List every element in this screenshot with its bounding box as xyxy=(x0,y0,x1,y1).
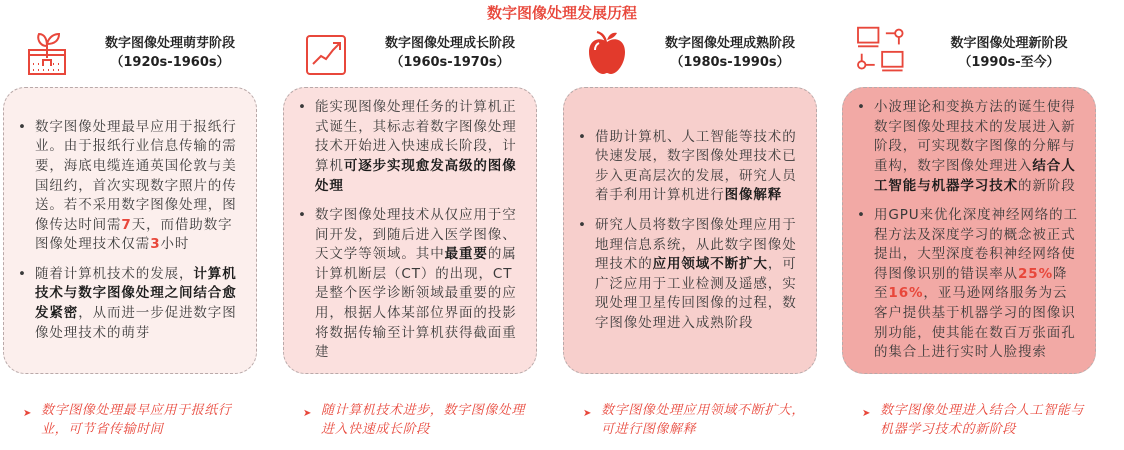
bold-text: 结合人工智能与机器学习技术 xyxy=(874,157,1076,194)
stage-summary xyxy=(303,401,531,439)
growth-chart-icon xyxy=(305,28,349,76)
text-segment: 能实现图像处理任务的计算机正式诞生，其标志着数字图像处理技术开始进入快速成长阶段，计算机 xyxy=(315,99,517,174)
stage-header xyxy=(563,22,821,82)
highlight-number: 7 xyxy=(121,216,132,233)
stage-heading xyxy=(635,34,825,72)
network-computers-icon xyxy=(856,24,900,72)
text-segment: 数字图像处理技术从仅应用于空间开发，到随后进入医学图像、天文学等领域。其中 xyxy=(315,207,517,263)
bullet-item xyxy=(296,206,520,363)
stage-heading xyxy=(355,34,545,72)
stage-name: 数字图像处理成长阶段 xyxy=(384,36,515,51)
text-segment: 随着计算机技术的发展， xyxy=(35,265,194,282)
text-segment: 小时 xyxy=(160,236,190,253)
bullet-item xyxy=(16,118,240,255)
bold-text: 计算机技术与数字图像处理之间结合愈发紧密 xyxy=(35,265,237,322)
stage-summary xyxy=(862,401,1090,439)
stage-period: （1980s-1990s） xyxy=(670,55,790,70)
bold-text: 图像解释 xyxy=(724,187,783,204)
stage-period: （1920s-1960s） xyxy=(110,55,230,70)
stage-description-box xyxy=(563,87,817,374)
page-title: 数字图像处理发展历程 xyxy=(486,4,637,22)
sprout-icon xyxy=(25,28,69,76)
arrow-icon: ➤ xyxy=(583,408,592,419)
stage-name: 数字图像处理新阶段 xyxy=(950,36,1068,51)
bullet-item xyxy=(855,98,1079,196)
text-segment: 的属计算机断层（CT）的出现，CT是整个医学诊断领域最重要的应用，根据人体某部位界面的投影将数据传输至计算机获得截面重建 xyxy=(315,246,517,361)
stage-header xyxy=(842,22,1100,82)
stage-column xyxy=(283,0,541,450)
bullet-item xyxy=(855,206,1079,363)
stage-column xyxy=(842,0,1100,450)
highlight-number: 16% xyxy=(888,285,924,302)
apple-icon xyxy=(585,28,629,76)
stage-summary xyxy=(583,401,811,439)
stage-summary xyxy=(23,401,251,439)
stage-summary-text: 数字图像处理应用领域不断扩大，可进行图像解释 xyxy=(601,403,806,437)
arrow-icon: ➤ xyxy=(862,408,871,419)
text-segment: 小波理论和变换方法的诞生使得数字图像处理技术的发展进入新阶段，可实现数字图像的分解与重构，数字图像处理进入 xyxy=(874,99,1076,174)
text-segment: ，可广泛应用于工业检测及遥感，实现处理卫星传回图像的过程，数字图像处理进入成熟阶段 xyxy=(595,256,797,331)
stage-header xyxy=(3,22,261,82)
text-segment: 用GPU来优化深度神经网络的工程方法及深度学习的概念被正式提出，大型深度卷积神经网络使得图像识别的错误率从 xyxy=(874,207,1078,282)
bold-text: 可逐步实现愈发高级的图像处理 xyxy=(315,157,517,194)
stage-description-box xyxy=(842,87,1096,374)
stage-description-box xyxy=(283,87,537,374)
text-segment: ，亚马逊网络服务为云客户提供基于机器学习的图像识别功能，使其能在数百万张面孔的集合上进行实时人脸搜索 xyxy=(874,285,1076,361)
stage-description-box xyxy=(3,87,257,374)
bullet-item xyxy=(16,265,240,343)
text-segment: 研究人员将数字图像处理应用于地理信息系统，从此数字图像处理技术的 xyxy=(595,216,797,273)
text-segment: 天，而借助数字图像处理技术仅需 xyxy=(35,216,233,253)
text-segment: 借助计算机、人工智能等技术的快速发展，数字图像处理技术已步入更高层次的发展，研究人员着手利用计算机进行 xyxy=(595,128,797,204)
stage-heading xyxy=(75,34,265,72)
bullet-item xyxy=(296,98,520,196)
bullet-item xyxy=(576,128,800,206)
arrow-icon: ➤ xyxy=(23,408,32,419)
text-segment: 降至 xyxy=(874,265,1068,302)
text-segment: 数字图像处理最早应用于报纸行业。由于报纸行业信息传输的需要，海底电缆连通英国伦敦与美国纽约，首次实现数字照片的传送。若不采用数字图像处理，图像传达时间需 xyxy=(35,118,237,233)
arrow-icon: ➤ xyxy=(303,408,312,419)
stage-period: （1960s-1970s） xyxy=(390,55,510,70)
stage-summary-text: 随计算机技术进步，数字图像处理进入快速成长阶段 xyxy=(321,403,526,437)
text-segment: 的新阶段 xyxy=(1018,177,1076,194)
stage-summary-text: 数字图像处理进入结合人工智能与机器学习技术的新阶段 xyxy=(880,403,1085,437)
text-segment: ，从而进一步促进数字图像处理技术的萌芽 xyxy=(35,305,237,341)
stage-period: （1990s-至今） xyxy=(958,55,1060,70)
stage-column xyxy=(3,0,261,450)
bold-text: 应用领域不断扩大 xyxy=(652,256,768,273)
stage-name: 数字图像处理成熟阶段 xyxy=(664,36,795,51)
stage-summary-text: 数字图像处理最早应用于报纸行业，可节省传输时间 xyxy=(41,403,232,437)
stage-name: 数字图像处理萌芽阶段 xyxy=(104,36,235,51)
stage-heading xyxy=(914,34,1104,72)
stage-header xyxy=(283,22,541,82)
bold-text: 最重要 xyxy=(444,246,488,263)
highlight-number: 25% xyxy=(1018,265,1054,282)
highlight-number: 3 xyxy=(150,236,161,253)
stage-column xyxy=(563,0,821,450)
bullet-item xyxy=(576,216,800,334)
